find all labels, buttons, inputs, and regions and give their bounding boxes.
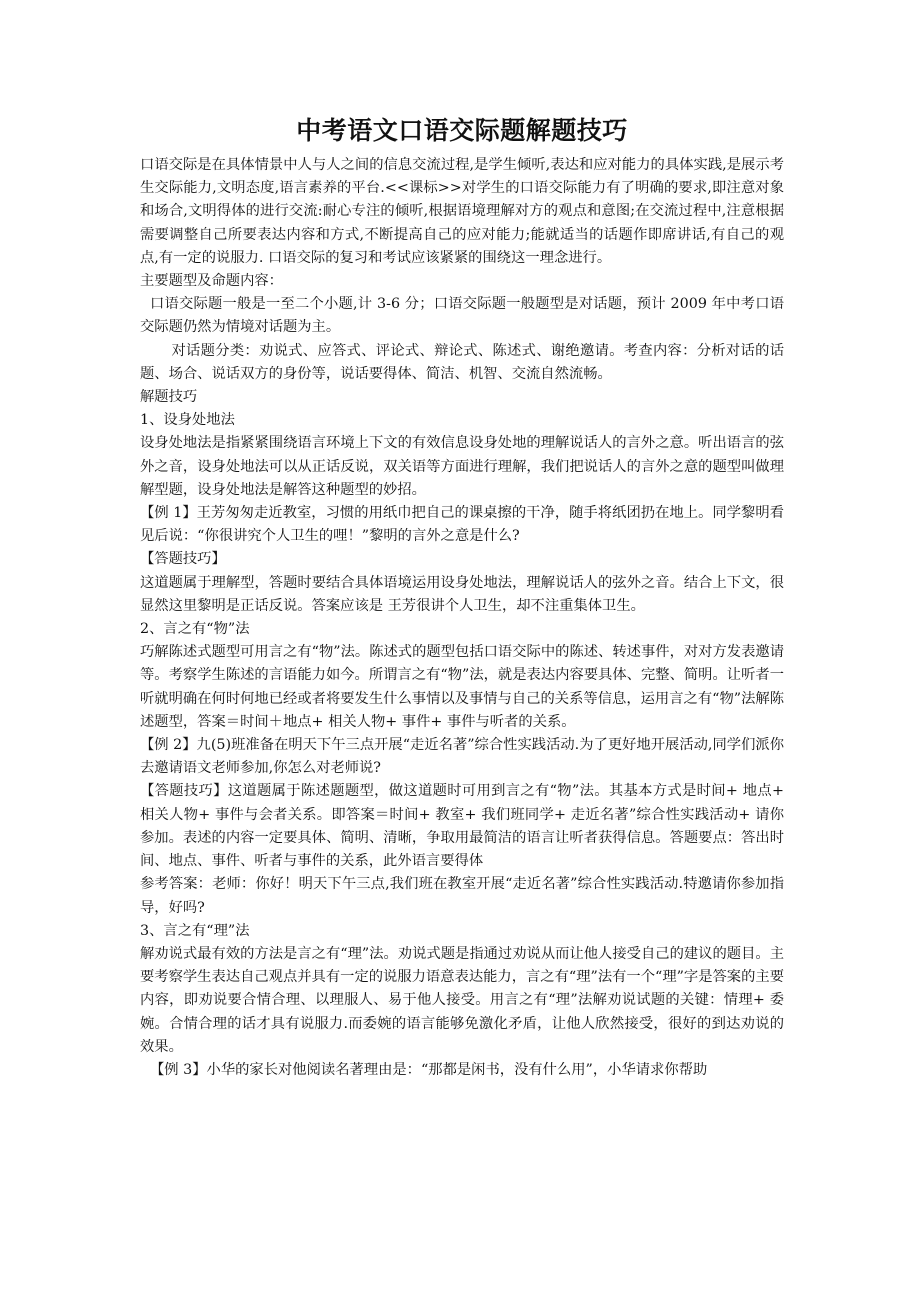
question-count-paragraph: 口语交际题一般是一至二个小题,计 3-6 分；口语交际题一般题型是对话题，预计 2009 年中考口语交际题仍然为情境对话题为主。 <box>140 296 784 336</box>
document-page <box>140 112 784 1082</box>
technique-1-heading: 1、设身处地法 <box>140 412 235 429</box>
answer-tip-heading: 【答题技巧】 <box>140 551 226 568</box>
technique-2-description: 巧解陈述式题型可用言之有“物”法。陈述式的题型包括口语交际中的陈述、转述事件，对对方发表邀请等。考察学生陈述的言语能力如今。所谓言之有“物”法，就是表达内容要具体、完整、简明。让听者一听就明确在何时何地已经或者将要发生什么事情以及事情与自己的关系等信息，运用言之有“物”法解陈述题型，答案＝时间＋地点+ 相关人物+ 事件+ 事件与听者的关系。 <box>140 644 784 730</box>
technique-1-description: 设身处地法是指紧紧围绕语言环境上下文的有效信息设身处地的理解说话人的言外之意。听出语言的弦外之音，设身处地法可以从正话反说，双关语等方面进行理解，我们把说话人的言外之意的题型叫做理解型题，设身处地法是解答这种题型的妙招。 <box>140 435 784 498</box>
example-3: 【例 3】小华的家长对他阅读名著理由是：“那都是闲书，没有什么用”，小华请求你帮助 <box>150 1061 708 1078</box>
example-1-answer: 这道题属于理解型，答题时要结合具体语境运用设身处地法，理解说话人的弦外之音。结合上下文，很显然这里黎明是正话反说。答案应该是 王芳很讲个人卫生，却不注重集体卫生。 <box>140 574 784 614</box>
example-1: 【例 1】王芳匆匆走近教室，习惯的用纸巾把自己的课桌擦的干净，随手将纸团扔在地上。同学黎明看见后说：“你很讲究个人卫生的哩！”黎明的言外之意是什么? <box>140 505 784 545</box>
dialogue-classification-paragraph: 对话题分类：劝说式、应答式、评论式、辩论式、陈述式、谢绝邀请。考查内容：分析对话的话题、场合、说话双方的身份等，说话要得体、简洁、机智、交流自然流畅。 <box>140 342 784 382</box>
technique-3-description: 解劝说式最有效的方法是言之有“理”法。劝说式题是指通过劝说从而让他人接受自己的建议的题目。主要考察学生表达自己观点并具有一定的说服力语意表达能力，言之有“理”法有一个“理”字是答案的主要内容，即劝说要合情合理、以理服人、易于他人接受。用言之有“理”法解劝说试题的关键：情理+ 委婉。合情合理的话才具有说服力.而委婉的语言能够免激化矛盾，让他人欣然接受，很好的到达劝说的效果。 <box>140 945 784 1055</box>
intro-paragraph: 口语交际是在具体情景中人与人之间的信息交流过程,是学生倾听,表达和应对能力的具体实践,是展示考生交际能力,文明态度,语言素养的平台.<<课标>>对学生的口语交际能力有了明确的要求,即注意对象和场合,文明得体的进行交流:耐心专注的倾听,根据语境理解对方的观点和意图;在交流过程中,注意根据需要调整自己所要表达内容和方式,不断提高自己的应对能力;能就适当的话题作即席讲话,有自己的观点,有一定的说服力. 口语交际的复习和考试应该紧紧的围绕这一理念进行。 <box>140 157 784 266</box>
section-heading-question-types: 主要题型及命题内容： <box>140 273 283 290</box>
example-2-answer-tip: 【答题技巧】这道题属于陈述题题型，做这道题时可用到言之有“物”法。其基本方式是时间+ 地点+ 相关人物+ 事件与会者关系。即答案＝时间+ 教室+ 我们班同学+ 走近名著”综合性实践活动+ 请你参加。表述的内容一定要具体、简明、清晰，争取用最简洁的语言让听者获得信息。答题要点：答出时间、地点、事件、听者与事件的关系，此外语言要得体 <box>140 783 784 870</box>
example-2: 【例 2】九(5)班准备在明天下午三点开展“走近名著”综合性实践活动.为了更好地开展活动,同学们派你去邀请语文老师参加,你怎么对老师说? <box>140 737 784 777</box>
technique-2-heading: 2、言之有“物”法 <box>140 621 250 638</box>
section-heading-techniques: 解题技巧 <box>140 389 198 406</box>
document-title: 中考语文口语交际题解题技巧 <box>296 116 628 145</box>
technique-3-heading: 3、言之有“理”法 <box>140 922 250 939</box>
example-2-reference-answer: 参考答案：老师：你好！明天下午三点,我们班在教室开展“走近名著”综合性实践活动.特邀请你参加指导，好吗? <box>140 876 784 916</box>
